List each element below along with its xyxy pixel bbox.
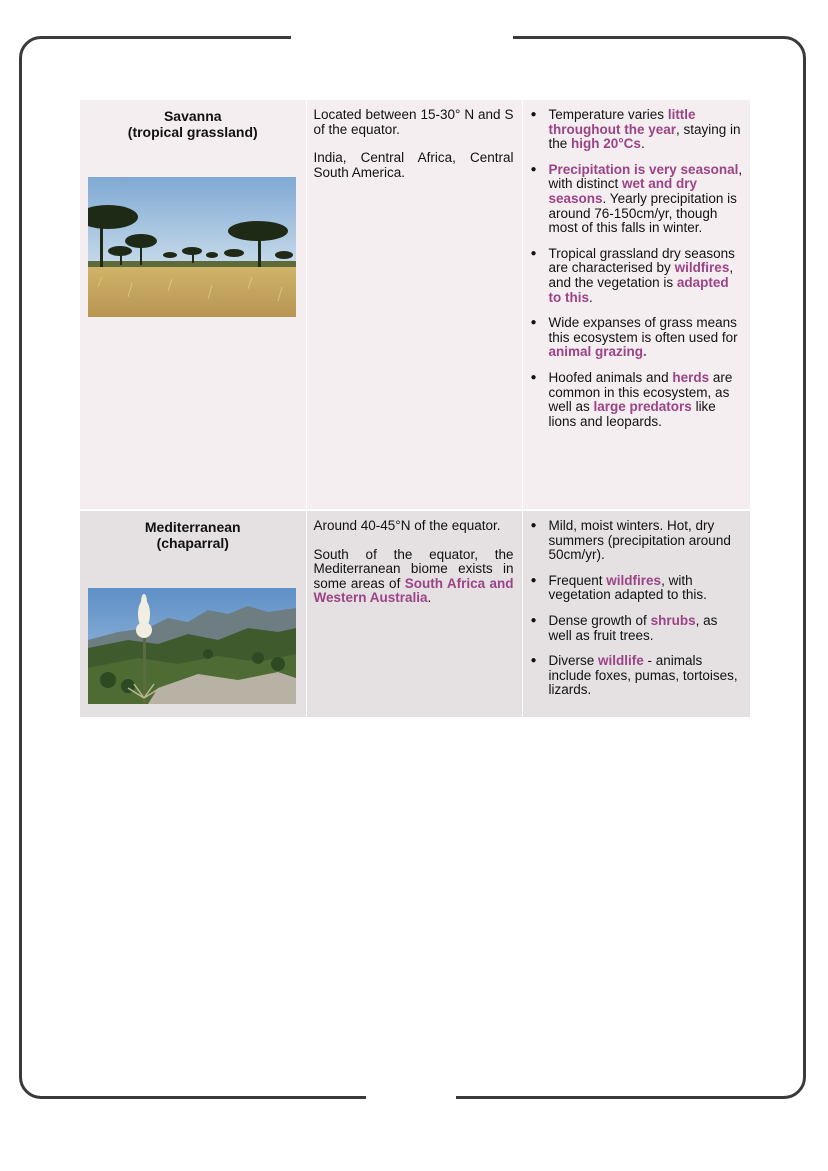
chaparral-photo-icon — [88, 588, 296, 704]
list-item — [529, 614, 745, 643]
point-highlight: high 20°Cs — [571, 136, 641, 152]
point-text: Diverse — [548, 653, 599, 669]
biome-title — [88, 108, 298, 140]
point-highlight: wet and dry seasons — [548, 176, 698, 206]
point-text: Tropical grassland dry seasons are characterised by — [548, 245, 735, 276]
point-highlight: wildfires — [606, 572, 662, 588]
list-item — [529, 316, 745, 360]
point-text: Mild, moist winters. Hot, dry summers (precipitation around 50cm/yr). — [548, 518, 731, 563]
savanna-photo — [88, 177, 296, 317]
biome-name: Mediterranean — [144, 519, 241, 535]
biome-name: Savanna — [163, 108, 222, 124]
frame-gap-top — [291, 32, 513, 40]
point-text: are common in this ecosystem, as well as — [548, 369, 733, 415]
mediterranean-location-cell — [306, 510, 522, 717]
point-text: , with vegetation adapted to this. — [548, 572, 707, 603]
point-text: . Yearly precipitation is around 76-150cm/yr, though most of this falls in winter. — [548, 190, 737, 236]
mediterranean-location-p1: Around 40-45°N of the equator. — [313, 518, 501, 533]
location-text: South of the equator, the Mediterranean biome exists in some areas of — [313, 546, 514, 591]
frame-gap-bottom — [366, 1095, 456, 1103]
point-text: Temperature varies — [548, 107, 668, 122]
point-highlight: Precipitation is very seasonal — [548, 161, 739, 177]
biome-title — [88, 519, 298, 551]
list-item — [529, 247, 745, 305]
savanna-location-p1: Located between 15-30° N and S of the equator. — [313, 107, 514, 137]
chaparral-photo — [88, 588, 296, 704]
savanna-photo-icon — [88, 177, 296, 317]
savanna-points-list — [529, 108, 745, 429]
point-text: , as well as fruit trees. — [548, 612, 718, 643]
location-highlight: South Africa and Western Australia — [313, 575, 514, 606]
list-item — [529, 574, 745, 603]
point-text: Hoofed animals and — [548, 369, 673, 385]
table-row-savanna — [80, 100, 750, 510]
point-highlight: animal grazing. — [548, 344, 647, 360]
point-highlight: wildfires — [674, 260, 730, 276]
mediterranean-name-cell — [80, 510, 306, 717]
point-text: - animals include foxes, pumas, tortoises, lizards. — [548, 653, 738, 698]
point-text: like lions and leopards. — [548, 399, 716, 429]
biome-subname: (chaparral) — [156, 535, 229, 551]
biome-table — [80, 100, 750, 717]
point-text: . — [589, 289, 593, 305]
point-text: Frequent — [548, 572, 607, 588]
table-row-mediterranean — [80, 510, 750, 717]
point-text: , and the vegetation is — [548, 260, 734, 290]
point-highlight: large predators — [593, 399, 692, 415]
list-item — [529, 163, 745, 236]
list-item — [529, 108, 745, 152]
savanna-name-cell — [80, 100, 306, 510]
point-text: Dense growth of — [548, 612, 651, 628]
mediterranean-points-list — [529, 519, 745, 698]
list-item — [529, 371, 745, 429]
point-highlight: shrubs — [650, 612, 696, 628]
mediterranean-location-p2 — [314, 548, 514, 606]
list-item — [529, 654, 745, 698]
point-highlight: little throughout the year — [548, 107, 696, 137]
savanna-location-cell — [306, 100, 522, 510]
point-text: , with distinct — [548, 161, 743, 192]
savanna-points-cell — [522, 100, 750, 510]
point-highlight: adapted to this — [548, 274, 729, 305]
point-highlight: wildlife — [598, 653, 644, 669]
biome-subname: (tropical grassland) — [127, 124, 258, 140]
point-text: Wide expanses of grass means this ecosystem is often used for — [548, 315, 738, 345]
point-highlight: herds — [672, 369, 710, 385]
mediterranean-points-cell — [522, 510, 750, 717]
point-text: . — [640, 136, 645, 152]
point-text: , staying in the — [548, 121, 741, 152]
list-item — [529, 519, 745, 563]
savanna-location-p2: India, Central Africa, Central South America. — [313, 150, 514, 180]
location-text: . — [427, 590, 432, 606]
